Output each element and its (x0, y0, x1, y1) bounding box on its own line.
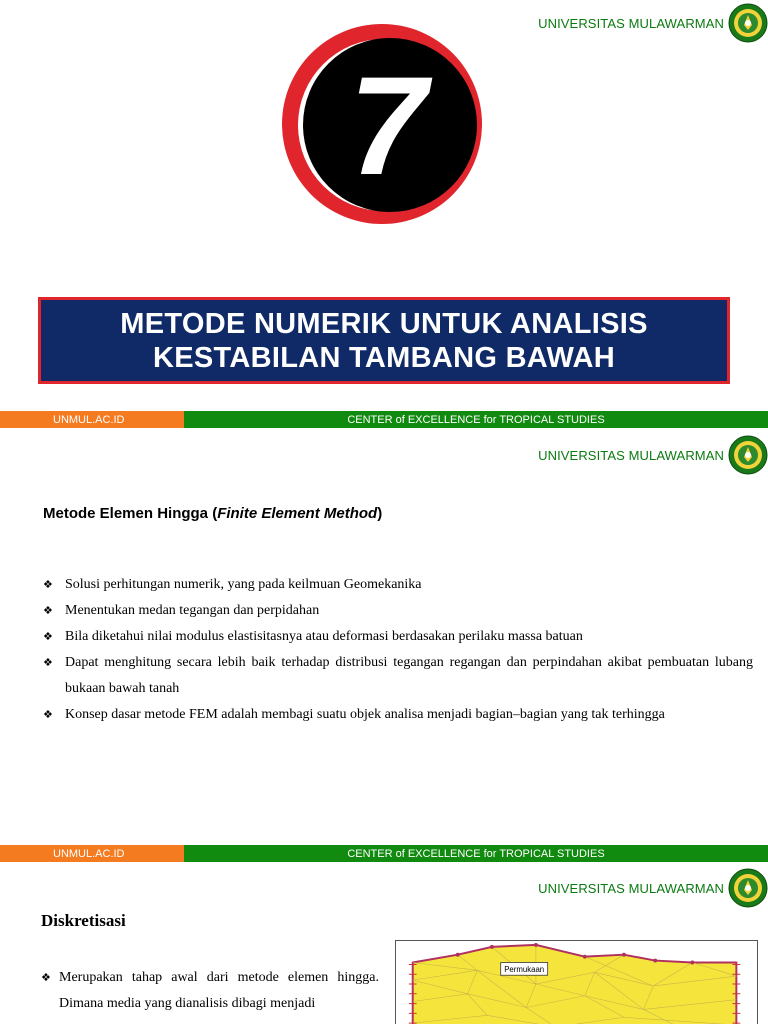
section-title-prefix: Metode Elemen Hingga ( (43, 505, 218, 522)
university-name: UNIVERSITAS MULAWARMAN (538, 880, 724, 896)
bullet-item: ❖ Merupakan tahap awal dari metode elemen hingga. Dimana media yang dianalisis dibagi menjadi (41, 965, 379, 1017)
figure-label: Permukaan (504, 964, 545, 974)
slide-fem-intro (0, 432, 768, 865)
footer-bar (0, 411, 768, 428)
section-title (43, 505, 382, 522)
section-title-italic: Finite Element Method (217, 505, 378, 522)
bullet-item: ❖ Konsep dasar metode FEM adalah membagi suatu objek analisa menjadi bagian–bagian yang tak terhingga (43, 702, 753, 728)
footer-center-text: CENTER of EXCELLENCE for TROPICAL STUDIES (184, 845, 768, 862)
bullet-list (43, 572, 753, 728)
university-header (538, 865, 768, 911)
bullet-item: ❖ Menentukan medan tegangan dan perpidahan (43, 598, 753, 624)
section-title: Diskretisasi (41, 911, 126, 930)
university-header (538, 0, 768, 46)
footer-bar (0, 845, 768, 862)
footer-center-text: CENTER of EXCELLENCE for TROPICAL STUDIES (184, 411, 768, 428)
chapter-number-badge (280, 22, 484, 226)
section-title-suffix: ) (377, 505, 383, 522)
title-line-2: KESTABILAN TAMBANG BAWAH (152, 341, 616, 374)
fem-mesh-figure (395, 940, 758, 1024)
university-name: UNIVERSITAS MULAWARMAN (538, 447, 724, 463)
chapter-number: 7 (349, 47, 427, 204)
slide-title-banner (38, 297, 730, 384)
slide-title (0, 0, 768, 432)
university-logo-icon (728, 3, 768, 43)
title-line-1: METODE NUMERIK UNTUK ANALISIS (120, 307, 648, 340)
university-logo-icon (728, 435, 768, 475)
footer-website: UNMUL.AC.ID (0, 411, 184, 428)
footer-website: UNMUL.AC.ID (0, 845, 184, 862)
university-logo-icon (728, 868, 768, 908)
university-header (538, 432, 768, 478)
university-name: UNIVERSITAS MULAWARMAN (538, 15, 724, 31)
bullet-item: ❖ Bila diketahui nilai modulus elastisitasnya atau deformasi berdasakan perilaku massa batuan (43, 624, 753, 650)
bullet-item: ❖ Dapat menghitung secara lebih baik terhadap distribusi tegangan regangan dan perpindahan akibat pembuatan lubang bukaan bawah tanah (43, 650, 753, 702)
slide-discretization (0, 865, 768, 1024)
bullet-item: ❖ Solusi perhitungan numerik, yang pada keilmuan Geomekanika (43, 572, 753, 598)
